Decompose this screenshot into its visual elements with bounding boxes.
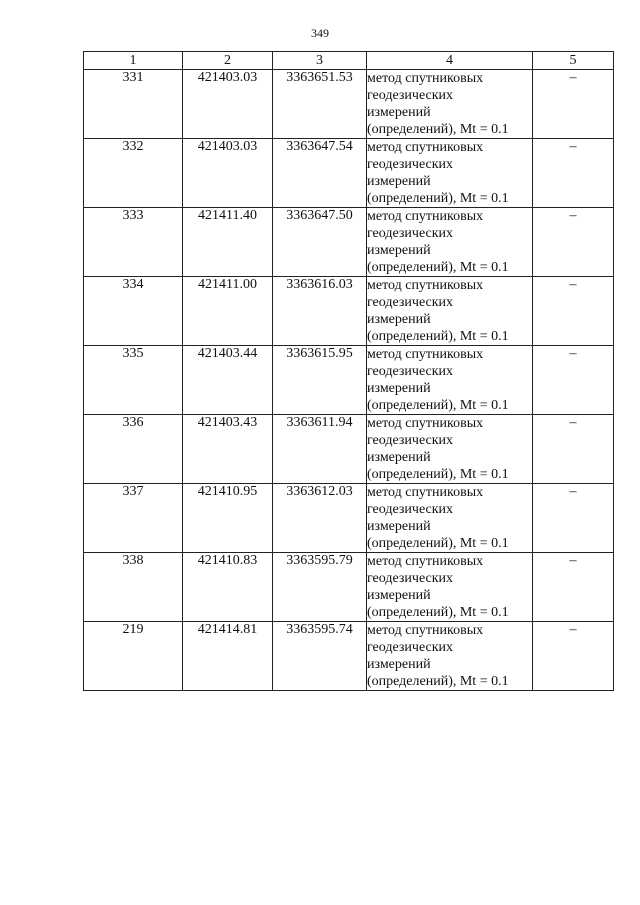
method-line: измерений [367,174,431,189]
coordinate-x: 421410.95 [183,484,273,553]
coordinate-x: 421411.40 [183,208,273,277]
point-number: 334 [84,277,183,346]
method-line: метод спутниковых [367,416,484,431]
method-line: геодезических [367,640,454,655]
method-line: геодезических [367,295,454,310]
table-body [84,70,614,691]
coordinate-x: 421403.43 [183,415,273,484]
method-cell [367,622,533,691]
method-line: (определений), Mt = 0.1 [367,674,509,689]
table-row [84,415,614,484]
coordinate-y: 3363616.03 [273,277,367,346]
note-cell: – [533,277,614,346]
point-number: 338 [84,553,183,622]
method-line: геодезических [367,502,454,517]
note-cell: – [533,553,614,622]
note-cell: – [533,70,614,139]
method-line: геодезических [367,88,454,103]
method-cell [367,484,533,553]
method-cell [367,415,533,484]
method-line: метод спутниковых [367,554,484,569]
method-line: (определений), Mt = 0.1 [367,467,509,482]
header-row [84,52,614,70]
method-line: метод спутниковых [367,140,484,155]
method-cell [367,346,533,415]
method-line: (определений), Mt = 0.1 [367,122,509,137]
table-row [84,208,614,277]
table-header [84,52,614,70]
method-line: измерений [367,450,431,465]
note-cell: – [533,346,614,415]
coordinate-x: 421403.03 [183,139,273,208]
coordinate-y: 3363612.03 [273,484,367,553]
table-row [84,346,614,415]
method-line: (определений), Mt = 0.1 [367,329,509,344]
header-col-5: 5 [533,52,614,70]
coordinate-y: 3363647.50 [273,208,367,277]
coordinate-y: 3363611.94 [273,415,367,484]
method-line: измерений [367,657,431,672]
point-number: 219 [84,622,183,691]
header-col-3: 3 [273,52,367,70]
coordinate-x: 421403.03 [183,70,273,139]
coordinate-y: 3363651.53 [273,70,367,139]
coordinate-x: 421414.81 [183,622,273,691]
header-col-1: 1 [84,52,183,70]
point-number: 332 [84,139,183,208]
method-line: измерений [367,243,431,258]
method-line: измерений [367,519,431,534]
method-line: (определений), Mt = 0.1 [367,191,509,206]
page-number: 349 [311,26,329,40]
method-line: измерений [367,312,431,327]
note-cell: – [533,139,614,208]
method-line: (определений), Mt = 0.1 [367,536,509,551]
coordinate-x: 421403.44 [183,346,273,415]
table-row [84,484,614,553]
method-line: (определений), Mt = 0.1 [367,398,509,413]
method-line: геодезических [367,364,454,379]
header-col-2: 2 [183,52,273,70]
point-number: 335 [84,346,183,415]
point-number: 337 [84,484,183,553]
method-line: геодезических [367,157,454,172]
table-row [84,622,614,691]
method-line: геодезических [367,571,454,586]
method-cell [367,277,533,346]
coordinate-x: 421410.83 [183,553,273,622]
method-cell [367,553,533,622]
table-row [84,70,614,139]
table-row [84,553,614,622]
point-number: 331 [84,70,183,139]
method-line: метод спутниковых [367,209,484,224]
coordinate-y: 3363647.54 [273,139,367,208]
method-line: метод спутниковых [367,278,484,293]
method-line: метод спутниковых [367,623,484,638]
method-line: измерений [367,381,431,396]
note-cell: – [533,484,614,553]
table-row [84,139,614,208]
method-line: (определений), Mt = 0.1 [367,260,509,275]
method-line: измерений [367,105,431,120]
point-number: 333 [84,208,183,277]
header-col-4: 4 [367,52,533,70]
method-cell [367,139,533,208]
method-line: геодезических [367,226,454,241]
method-cell [367,70,533,139]
method-line: (определений), Mt = 0.1 [367,605,509,620]
note-cell: – [533,208,614,277]
method-line: измерений [367,588,431,603]
coordinate-y: 3363595.74 [273,622,367,691]
coordinate-x: 421411.00 [183,277,273,346]
note-cell: – [533,622,614,691]
coordinate-y: 3363615.95 [273,346,367,415]
coordinates-table [83,51,614,691]
method-line: геодезических [367,433,454,448]
note-cell: – [533,415,614,484]
method-line: метод спутниковых [367,71,484,86]
method-cell [367,208,533,277]
point-number: 336 [84,415,183,484]
method-line: метод спутниковых [367,485,484,500]
method-line: метод спутниковых [367,347,484,362]
coordinate-y: 3363595.79 [273,553,367,622]
table-row [84,277,614,346]
